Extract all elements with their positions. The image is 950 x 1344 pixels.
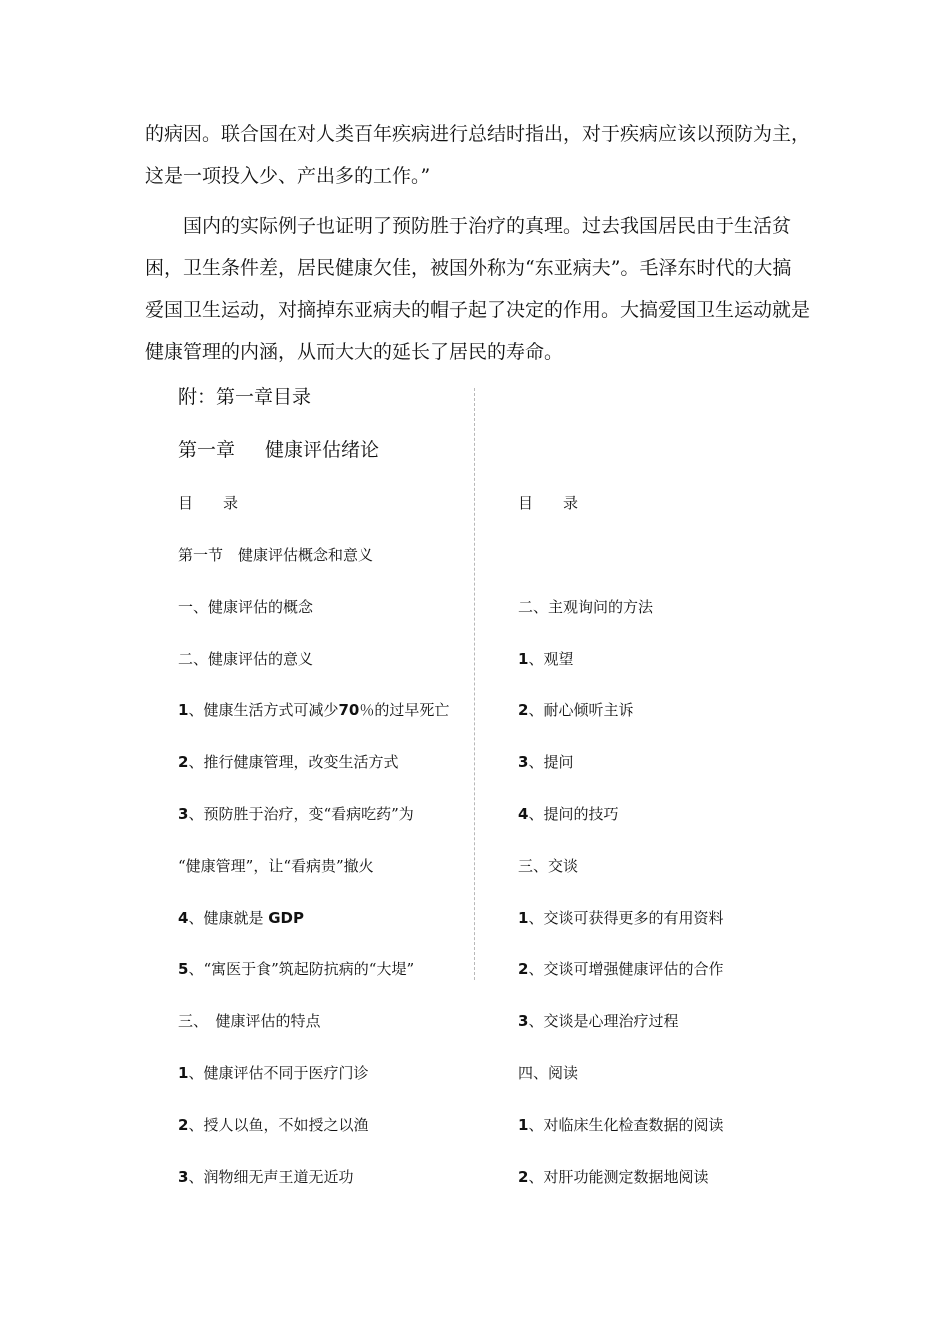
toc-item bbox=[518, 958, 723, 979]
toc-item bbox=[178, 907, 304, 928]
toc-item-text: 二、健康评估的意义 bbox=[178, 650, 314, 668]
toc-item-number: 3 bbox=[178, 805, 189, 823]
toc-item-text: 、耐心倾听主诉 bbox=[528, 701, 634, 719]
toc-item bbox=[518, 1010, 678, 1031]
toc-item bbox=[178, 1062, 368, 1083]
chapter-name: 健康评估绪论 bbox=[265, 439, 380, 461]
toc-item-text: 、对临床生化检查数据的阅读 bbox=[528, 1116, 724, 1134]
toc-item-number: 1 bbox=[518, 909, 529, 927]
toc-item-text: 、推行健康管理，改变生活方式 bbox=[188, 753, 399, 771]
toc-item bbox=[178, 699, 449, 720]
toc-item-text: 、提问 bbox=[528, 753, 574, 771]
toc-heading-left: 目 录 bbox=[178, 494, 239, 512]
toc-item-text: 四、阅读 bbox=[518, 1064, 579, 1082]
toc-item-text: 三、交谈 bbox=[518, 857, 579, 875]
toc-item-text: 一、健康评估的概念 bbox=[178, 598, 314, 616]
toc-item bbox=[518, 596, 653, 617]
toc-item-text: 、交谈可获得更多的有用资料 bbox=[528, 909, 724, 927]
toc-item-number: 4 bbox=[518, 805, 529, 823]
toc-item-text: 、健康生活方式可减少 bbox=[188, 701, 339, 719]
toc-item-number: 2 bbox=[518, 1168, 529, 1186]
toc-item-number: 4 bbox=[178, 909, 189, 927]
toc-item-text: 、提问的技巧 bbox=[528, 805, 619, 823]
toc-item bbox=[518, 751, 573, 772]
toc-item bbox=[518, 803, 618, 824]
toc-item-text: 、观望 bbox=[528, 650, 574, 668]
toc-item bbox=[518, 1062, 578, 1083]
toc-item bbox=[178, 751, 398, 772]
toc-item-text: 、润物细无声王道无近功 bbox=[188, 1168, 354, 1186]
toc-item-number: 3 bbox=[518, 753, 529, 771]
toc-item-text: 、健康就是 bbox=[188, 909, 269, 927]
toc-item-number: 1 bbox=[518, 650, 529, 668]
toc-item-number: 1 bbox=[178, 1064, 189, 1082]
toc-heading-right: 目 录 bbox=[518, 494, 579, 512]
toc-item-number: 2 bbox=[178, 1116, 189, 1134]
toc-item bbox=[178, 1010, 321, 1031]
toc-item bbox=[518, 699, 633, 720]
toc-item bbox=[518, 648, 573, 669]
toc-item bbox=[178, 803, 414, 824]
toc-item-text: 、交谈是心理治疗过程 bbox=[528, 1012, 679, 1030]
toc-item-text: 、交谈可增强健康评估的合作 bbox=[528, 960, 724, 978]
toc-item-text: 、健康评估不同于医疗门诊 bbox=[188, 1064, 369, 1082]
body-paragraph-1: 的病因。联合国在对人类百年疾病进行总结时指出，对于疾病应该以预防为主，这是一项投入少、产出多的工作。” bbox=[145, 123, 811, 187]
toc-item-number: 2 bbox=[518, 701, 529, 719]
toc-item-number: 1 bbox=[178, 701, 189, 719]
toc-item-text: “健康管理”，让“看病贵”撤火 bbox=[178, 857, 374, 875]
toc-item-text: ％的过早死亡 bbox=[359, 701, 450, 719]
toc-item-number: 3 bbox=[178, 1168, 189, 1186]
toc-item bbox=[178, 855, 374, 876]
toc-item bbox=[518, 1114, 723, 1135]
chapter-label: 第一章 bbox=[178, 439, 236, 461]
toc-item bbox=[178, 1166, 353, 1187]
appendix-title: 附：第一章目录 bbox=[178, 386, 312, 408]
toc-item bbox=[178, 1114, 368, 1135]
chapter-title bbox=[178, 435, 379, 462]
toc-item bbox=[178, 648, 313, 669]
toc-item-number: GDP bbox=[268, 909, 304, 927]
toc-item-text: 、预防胜于治疗，变“看病吃药”为 bbox=[188, 805, 414, 823]
toc-item-text: 、“寓医于食”筑起防抗病的“大堤” bbox=[188, 960, 415, 978]
toc-item bbox=[518, 1166, 708, 1187]
toc-item-text: 、对肝功能测定数据地阅读 bbox=[528, 1168, 709, 1186]
toc-item bbox=[178, 544, 373, 565]
toc-item-text: 第一节 健康评估概念和意义 bbox=[178, 546, 374, 564]
toc-item bbox=[518, 907, 723, 928]
toc-item bbox=[178, 596, 313, 617]
toc-item-text: 二、主观询问的方法 bbox=[518, 598, 654, 616]
toc-item-text: 、授人以鱼，不如授之以渔 bbox=[188, 1116, 369, 1134]
toc-item-number: 5 bbox=[178, 960, 189, 978]
column-divider bbox=[474, 388, 475, 980]
body-paragraph-2: 国内的实际例子也证明了预防胜于治疗的真理。过去我国居民由于生活贫困，卫生条件差，居民健康欠佳，被国外称为“东亚病夫”。毛泽东时代的大搞爱国卫生运动，对摘掉东亚病夫的帽子起了决定的作用。大搞爱国卫生运动就是健康管理的内涵，从而大大的延长了居民的寿命。 bbox=[145, 215, 811, 363]
toc-item-number: 70 bbox=[338, 701, 360, 719]
toc-item bbox=[518, 855, 578, 876]
toc-item bbox=[178, 958, 414, 979]
toc-item-number: 1 bbox=[518, 1116, 529, 1134]
toc-item-number: 2 bbox=[178, 753, 189, 771]
toc-item-number: 3 bbox=[518, 1012, 529, 1030]
toc-item-text: 三、 健康评估的特点 bbox=[178, 1012, 321, 1030]
toc-item-number: 2 bbox=[518, 960, 529, 978]
